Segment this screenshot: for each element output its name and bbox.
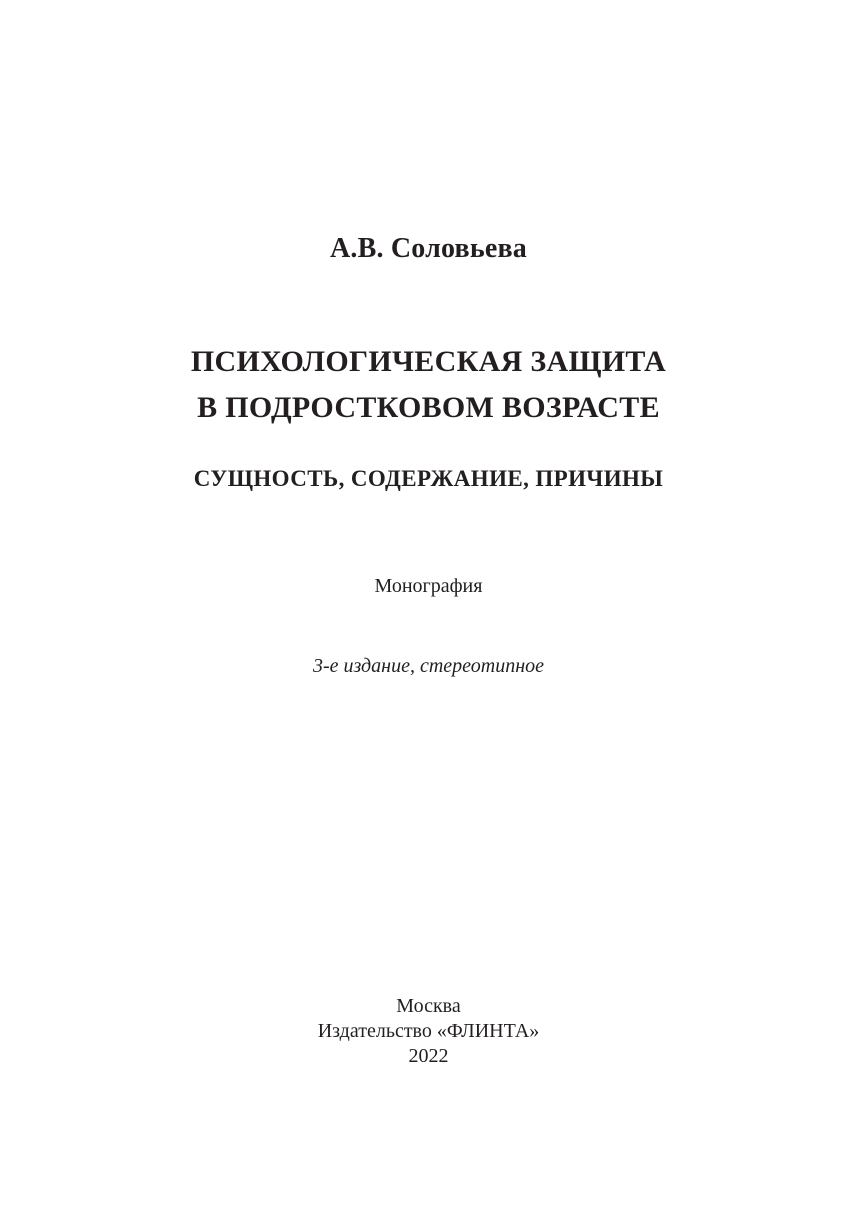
publication-city: Москва	[396, 995, 461, 1017]
edition-note: 3-е издание, стереотипное	[312, 655, 545, 677]
book-title-line-1: ПСИХОЛОГИЧЕСКАЯ ЗАЩИТА	[190, 345, 667, 378]
publication-year: 2022	[408, 1045, 449, 1067]
book-title-line-2: В ПОДРОСТКОВОМ ВОЗРАСТЕ	[197, 391, 660, 424]
book-genre: Монография	[374, 575, 483, 597]
author-name: А.В. Соловьева	[329, 233, 528, 264]
book-subtitle: СУЩНОСТЬ, СОДЕРЖАНИЕ, ПРИЧИНЫ	[193, 466, 664, 491]
publisher-name: Издательство «ФЛИНТА»	[317, 1020, 540, 1042]
